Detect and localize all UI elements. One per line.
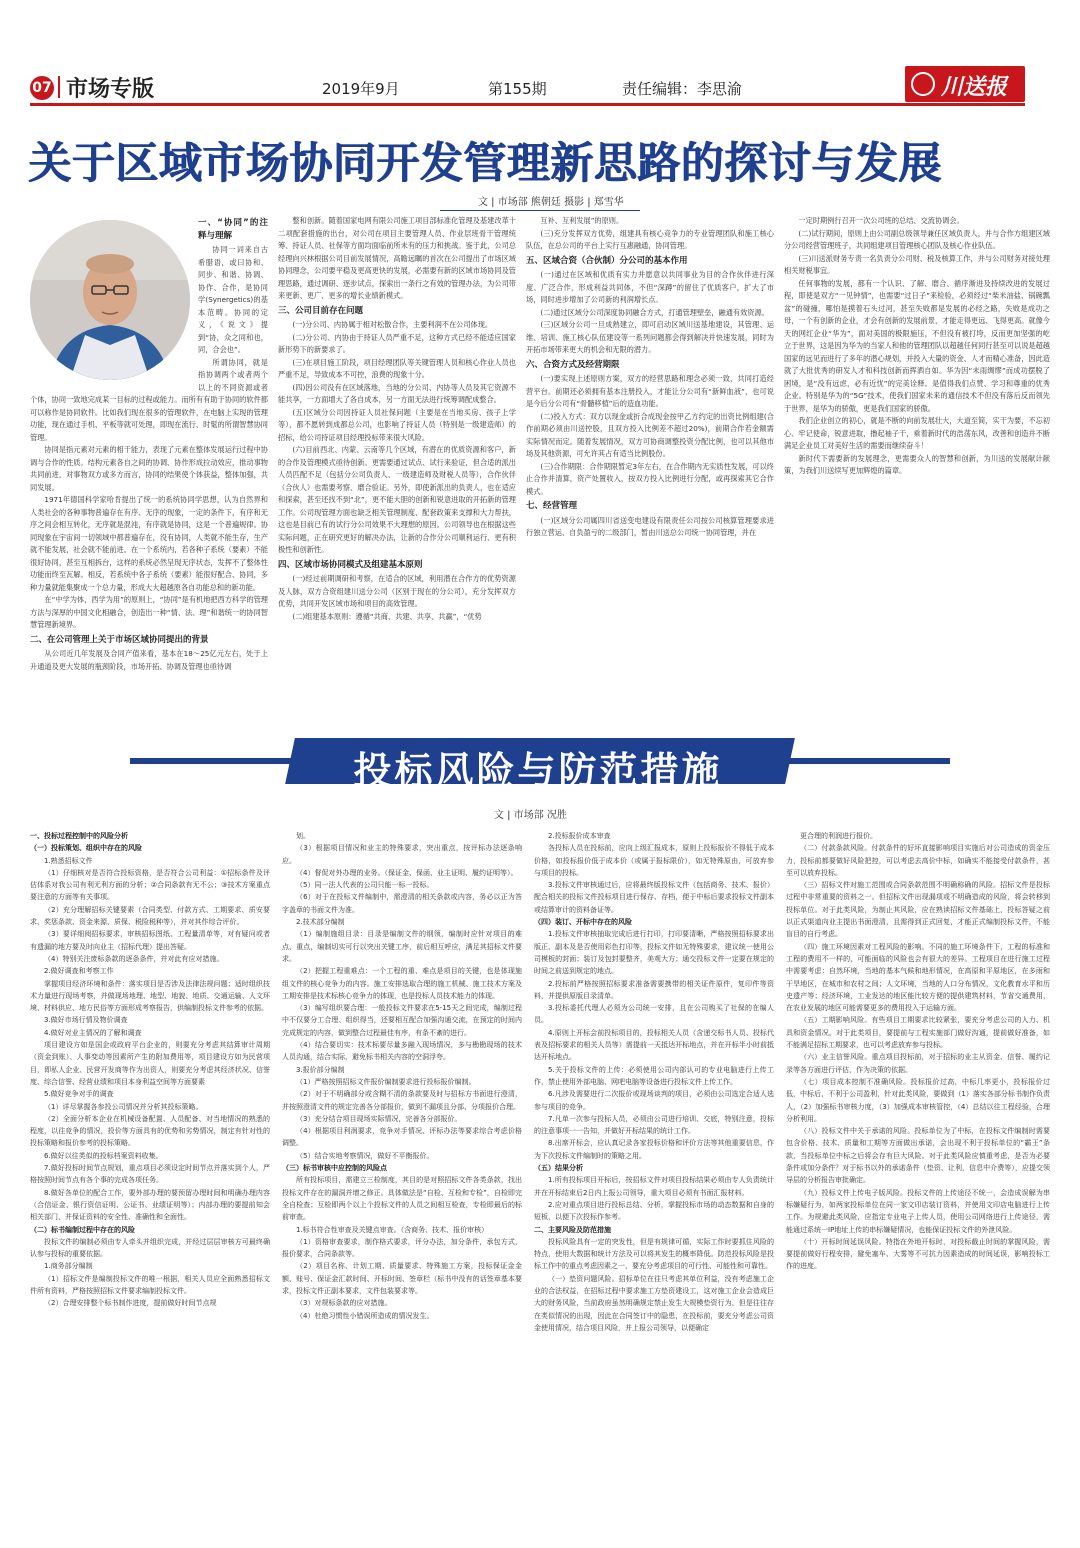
- paragraph: 2.投标报价成本审查: [548, 832, 611, 840]
- section-heading: 一、投标过程控制中的风险分析: [30, 832, 128, 840]
- paragraph: (三)区域分公司一旦成熟建立，即可启动区域川送基地建设，其管理、运维、培训、施工核心队伍建设等一系列问题都会得到解决并快速发展，同时为开拓市场带来更大的机会和无限的潜力。: [526, 320, 774, 354]
- article2-byline: 文 | 市场部 况胜: [494, 810, 567, 821]
- paragraph: (二)试行期间，原则上由公司副总级领导兼任区域负责人，并与合作方组建区域分公司经营管理班子，共同组建项目管理核心团队及核心作业队伍。: [784, 228, 1050, 250]
- section-heading: 二、在公司管理上关于市场区域协同提出的背景: [30, 634, 209, 645]
- paragraph: （4）杜绝习惯性小错误所造成的情况发生。: [296, 1311, 434, 1320]
- paragraph: （4）特别关注废标条款的逐条条件，并对此有应对措施。: [44, 954, 224, 963]
- paragraph: （6）对于在投标文件编制中，需澄清的相关条款或内容，务必以正为答字盖章的书面文件为准。: [282, 893, 522, 914]
- paragraph: 在“中学为体，西学为用”的原则上，“协同”是有机地把西方科学的管理方法与深厚的中国文化相融合，创造出一种“情、法、理”和谐统一的协同智慧管理新境界。: [30, 595, 268, 629]
- paragraph: 3.报价部分编制: [296, 1065, 345, 1074]
- section-heading: 四、区域市场协同模式及组建基本原则: [278, 559, 423, 570]
- paragraph: 7.凡单一次参与投标人员，必须由公司进行培训、交底，特别注意，投标的注意事项一一告知，并做好开标结果的统计工作。: [534, 1114, 774, 1136]
- article1-byline: 文 | 市场部 熊朝廷 摄影 | 郑雪华: [478, 197, 624, 208]
- paragraph: 一定时期例行召开一次公司班的总结、交流协调会。: [798, 216, 964, 225]
- article1-headline: 关于区域市场协同开发管理新思路的探讨与发展: [28, 139, 942, 189]
- paragraph: 1.商务部分编制: [44, 1262, 93, 1271]
- paragraph: 3.投标委托代理人必须为公司统一安排，且在公司购买了社保的在编人员。: [534, 1004, 774, 1025]
- article2-headline: 投标风险与防范措施: [353, 749, 723, 793]
- section-heading: （五）结果分析: [534, 1164, 583, 1173]
- issue-number-badge: 07: [30, 76, 54, 100]
- paragraph: 从公司近几年发展及合同产值来看，基本在18～25亿元左右，处于上升通道及更大发展的瓶颈阶段，市场开拓、协调及管理也亟待调: [30, 649, 268, 671]
- paragraph: 投标文件的编制必须由专人牵头并组织完成，并经过层层审核方可最终确认参与投标的重要依据。: [30, 1237, 270, 1259]
- paragraph: 2.做好调查和考察工作: [44, 967, 114, 976]
- paragraph: （1）详尽掌握各参投公司情况并分析其投标策略。: [44, 1102, 203, 1111]
- paragraph: 7.做好投标时间节点规划，重点项目必须设定时间节点并落实到个人，严格按照时间节点有各个事的完成各项任务。: [30, 1164, 270, 1185]
- paragraph: （2）把握工程重难点：一个工程的重、难点是项目的关键，也是体现施组文件的核心竞争力的内容。施工安排选取合理的施工机械、施工技术方案及工期安排是技术标核心竞争力的体现，也是投标人员技术能力的体现。: [282, 967, 522, 1000]
- paragraph: 协同一词来自古希腊语，或曰协和、同步、和谐、协调、协作、合作，是协同学(Synergetics)的基本范畴。协同的定义，《说文》提到“协，众之同和也，同，合会也”。: [198, 245, 268, 354]
- paragraph: (五)区域分公司因持证人员社保问题（主要是在当地买房、孩子上学等），都不愿转到成都总公司，也影响了持证人员（特别是一级建造师）的招标，给公司持证项目经理投标带来很大风险。: [278, 407, 516, 442]
- paragraph: 所谓协同，就是指协调两个或者两个以上的不同资源或者个体，协同一致地完成某一目标的过程或能力。而所有有助于协同的软件都可以称作是协同软件。比如我们现在很多的管理软件，在电脑上实现的管理功能，现在通过手机、平板等就可处理，即现在流行、时髦的所谓智慧协同管理。: [30, 357, 268, 442]
- paragraph: （5）同一法人代表的公司只能一标一投标。: [296, 881, 434, 890]
- editor-credit: 责任编辑：李思渝: [622, 80, 743, 98]
- paragraph: （一）垫资问题风险。招标单位在往只考虑其单位利益，没有考虑施工企业的合法权益，在招标过程中要求施工方垫资建设工，这对施工企业会造成巨大的财务风险，当前政府虽然明确规定禁止发生大规模垫资行为，但是往往存在类似情况的出现，因此在合同签订中的隐患，在投标前，要充分考虑公司资金使用情况，结合项目风险，并上报公司领导，以便确定: [534, 1274, 774, 1332]
- issue-number: 第155期: [488, 80, 547, 98]
- paragraph: （五）工期影响风险。有些项目工期要求比较紧张，要充分考虑公司的人力、机具和资金情况。对于此类项目，要提前与工程实施部门做好沟通，提前做好准备，如不能满足招标工期要求，也可以考虑放弃参与投标。: [786, 1016, 1050, 1050]
- section-divider: [58, 76, 60, 98]
- paragraph: (一)分公司、内协属于相对松散合作，主要利润不在公司体现。: [292, 320, 493, 329]
- paragraph: 8.做好各单位的配合工作，要外部办理的要预留办理时间和明确办理内容（合信证金、银行资信证明、公证书、业绩证明等）；内部办理的要提前知会相关部门，并保证资料的安全性、准确性和全面性。: [30, 1188, 270, 1222]
- paragraph: （七）项目成本控制不准确风险。投标报价过高，中标几率更小，投标报价过低，中标后，不利于公司盈利，针对此类风险，要做到（1）落实各部分标书制作负责人，（2）加强标书审核力度，（3）加强成本审核管控，（4）总结以往工程经验，合理分析利用。: [786, 1077, 1050, 1123]
- section-heading: 一、“协同”的注释与理解: [198, 218, 268, 241]
- paragraph: （十）开标时间延误风险。特指在外地开标时，对投标截止时间的掌握风险，需要提前做好行程安排，避免塞车、大雾等不可抗力因素造成的时间延误，影响投标工作的进度。: [786, 1237, 1050, 1271]
- paragraph: (二)分公司、内协由于持证人员严重不足，这种方式已经不能适应国家新形势下的新要求了。: [278, 332, 516, 354]
- paragraph: 6.做好以往类似的投标档案资料收集。: [44, 1151, 163, 1160]
- paragraph: (三)在项目施工阶段，项目经理团队等关键管理人员和核心作业人员也严重不足，导致成本不可控，浪费的现象十分。: [278, 357, 516, 379]
- article1-column-2: [278, 215, 516, 695]
- article2-column-1: [30, 830, 270, 1530]
- paragraph: （2）对于不明确部分或含糊不清的条款要及时与招标方书面进行澄清，并按照澄清文件的规定完善各分部报价，做到不漏项且分部、分项报价合理。: [282, 1090, 522, 1111]
- paragraph: 互补、互利发展”的原则。: [540, 216, 624, 225]
- paragraph: 协同是指元素对元素的相干能力，表现了元素在整体发展运行过程中协调与合作的性质。结构元素各自之间的协调、协作形成拉动效应，推动事物共同前进，对事物双方或多方而言，协同的结果使个体获益，整体加强，共同发展。: [30, 445, 268, 492]
- paragraph: （3）要详细阅招标要求，审核招标图纸、工程量清单等，对有疑问或者有遗漏的地方要及时向业主（招标代理）提出答疑。: [30, 930, 270, 951]
- section-heading: （二）标书编制过程中存在的风险: [30, 1225, 135, 1234]
- paragraph: 5.做好竞争对手的调查: [44, 1090, 114, 1099]
- paragraph: （5）结合实地考察情况，做好不平衡报价。: [296, 1151, 434, 1160]
- paragraph: （4）结合要切实：技术标要尽量多融入现场情况，多与勘勘现场的技术人员沟通，结合实际，避免标书相关内容的空洞浮夸。: [282, 1041, 522, 1062]
- paragraph: 4.做好对业主情况的了解和调查: [44, 1028, 142, 1037]
- paragraph: (四)因公司没有在区域落地，当地的分公司、内协等人员及其它资源不能共享，一方面增大了各自成本，另一方面无法进行统筹调配成整合。: [278, 382, 516, 404]
- article1-column-4: [784, 215, 1050, 695]
- paragraph: 5.关于投标文件的上传：必须使用公司内部认可的专业电脑进行上传工作，禁止使用外部电脑、网吧电脑等设备进行投标文件上传工作。: [534, 1065, 774, 1086]
- paragraph: （二）付款条款风险。付款条件的好坏直接影响项目实施后对公司造成的资金压力，投标前都要做好风险把控，可以考虑去高价中标，如确实不能接受付款条件，甚至可以放弃投标。: [786, 844, 1050, 877]
- article2-column-3: [534, 830, 774, 1530]
- paragraph: （九）投标文件上传电子版风险。投标文件的上传途径不统一，会造成误解为串标嫌疑行为，如两家投标单位在同一家文印店装订资料，并使用文印店电脑进行上传工作。为规避此类风险，应指定专业电子上传人员，使用公司网络进行上传途径，需能通过系统一IP地址上传的串标嫌疑情况，也能保证投标文件的外泄风险。: [786, 1188, 1050, 1234]
- paragraph: （2）项目名称、计划工期、质量要求、特殊施工方案，投标保证金金额、账号、保证金汇款时间、开标时间、签章栏（标书中没有的话签章基本要求，投标文件正副本要求，文件包装要求等。: [282, 1262, 522, 1295]
- paragraph: 1971年德国科学家哈肯提出了统一的系统协同学思想，认为自然界和人类社会的各种事物普遍存在有序、无序的现象，一定的条件下，有序和无序之间会相互转化，无序就是混沌，有序就是协同，这是一个普遍规律。协同现象在宇宙间一切领域中都普遍存在，没有协同，人类就不能生存，生产就不能发展，社会就不能前进。在一个系统内，若各种子系统（要素）不能很好协同，甚至互相拆台，这样的系统必然呈现无序状态，发挥不了整体性功能而终至瓦解。相反，若系统中各子系统（要素）能很好配合、协同，多种力量就能集聚成一个总力量，形成大大超越原各自功能总和的新功能。: [30, 495, 268, 592]
- paragraph: 我们企业创立的初心，就是不断的向前发展壮大，大道至简，实干为要，不忘初心、牢记使命，锐意进取，撸起袖子干，乘着新时代的浩荡东风，改善和创造并不断满足企业员工对美好生活的需要而继续奋斗！: [784, 416, 1050, 450]
- paragraph: 掌握项目经济环境和条件：落实项目是否涉及法律法规问题；适时组织技术力量进行现场考察，并做现场地理、地型、地貌、地质、交通运输、人文环境、材料供应、地方民俗等方面形成考察报告，供编制投标文件参考的依据。: [30, 979, 270, 1013]
- paragraph: 3.投标文件审核通过后，应将最终版投标文件（包括商务、技术、报价）配合相关的投标文件投标项目进行保存、存档，便于中标后要求投标文件副本或结算审计的资料备证等。: [534, 881, 774, 914]
- paragraph: （2）合理安排整个标书制作进度，提前做好时间节点规: [44, 1299, 217, 1308]
- masthead-rule: [30, 103, 1025, 106]
- section-heading: 三、公司目前存在问题: [278, 305, 364, 316]
- article2-column-4: [786, 830, 1050, 1530]
- paragraph: （六）业主信誉风险。重点项目投标前，对于招标的业主从资金、信誉、履约记录等各方面进行评估，作为决策的依据。: [786, 1053, 1050, 1074]
- section-heading: 五、区域合资（合伙制）分公司的基本作用: [526, 255, 688, 266]
- paragraph: (六)目前西北、内蒙、云南等几个区域，有潜在的优质资源和客户，新的合作及管理模式亟待创新。更需要通过试点、试行来验证，但合适的派出人员匹配不足（包括分公司负责人、一级建造师及财税人员等），合作伙伴（合伙人）也需要考察、磨合验证。另外，即使新派出的负责人，也在适应和探索，甚至还找不到“北”，更不能大胆的创新和锐意进取的开拓新的管理工作。公司现管理方面也缺乏相关管理制度、配套政策来支撑和大力帮扶，这也是目前已有的试行分公司效果不大理想的原因。公司领导也在根据这些实际问题，正在研究更好的解决办法，让新的合作分公司顺利运行、更有积极性和创新性。: [278, 445, 516, 554]
- paragraph: (三)充分发挥双方优势，组建具有核心竞争力的专业管理团队和施工核心队伍，在总公司的平台上实行互惠融通，协同管理。: [526, 228, 774, 250]
- paragraph: (一)区域分公司属四川省送变电建设有限责任公司按公司核算管理要求进行独立营运、自负盈亏的二级部门，暂由川送总公司统一协同管理，并在: [526, 515, 774, 537]
- section-heading: 七、经营管理: [526, 501, 578, 511]
- section-heading: （一）投标策划、组织中存在的风险: [30, 844, 142, 853]
- paragraph: 1.所有投标项目开标后，按招标文件对项目投标结果必须由专人负责统计并在开标结束后2日内上报公司领导，重大项目必须有书面汇报材料。: [534, 1176, 774, 1197]
- paragraph: 更合理的利润进行报价。: [800, 832, 877, 840]
- paragraph: 6.凡涉及需要进行二次报价或现场谈判的项目，必须由公司选定合适人选参与项目的竞争。: [534, 1090, 774, 1111]
- paragraph: (一)要实现上述原则方案，双方的经营思路和理念必须一致，共同打造经营平台。前期还必须拥有基本注册投入，才能让分公司有“新鲜血液”，也可说是今后分公司有“骨髓移植”后的造血功能。: [526, 374, 774, 408]
- paragraph: (一)经过前期调研和考察，在适合的区域，利用潜在合作方的优势资源及人脉，双方合资组建川送分公司（区别于现在的分公司），充分发挥双方优势，共同开发区域市场和项目的高效管理。: [278, 574, 516, 608]
- paragraph: 2.应对重点项目进行投标总结、分析，掌握投标市场的动态数据和自身的短板，以便下次投标作参考。: [534, 1200, 774, 1222]
- paragraph: （4）督促对外办理的业务。（保证金、保函、业主证明、履约证明等）。: [296, 868, 518, 877]
- paragraph: （2）充分理解招标关键要素（合同类型、付款方式、工期要求、质安要求、奖惩条款、资金来源、质保、税险税种等），并对其作综合评价。: [30, 905, 270, 927]
- paragraph: 2.投标前严格按照招标要求准备需要携带的相关证件原件，复印件等资料，并提供原版目录清单。: [534, 979, 774, 1000]
- paragraph: （3）编写组织要合理：一般投标文件要求在5-15天之间完成，编制过程中不仅要分工合理、组织得当，还要相互配合加强沟通交流，在预定的时间内完成规定的内容，做到整合过程最佳有序，有条不紊的进行。: [282, 1004, 522, 1037]
- paragraph: （1）仔细核对是否符合投标资格，是否符合公司利益：①招标条件及评估体系对我公司有利无利方面的分析；②合同条款有无不公；③技术方案重点要注意的方面等有关事项。: [30, 868, 270, 902]
- logo-text: 川送报: [941, 74, 1008, 100]
- paragraph: (三)合作期限：合作期限暂定3年左右，在合作期内无实质性发展，可以终止合作并清算，资产处置收入，按双方投入比例进行分配，或再探索其它合作模式。: [526, 461, 774, 496]
- newspaper-logo: [905, 66, 1025, 102]
- section-heading: 二、主要风险及防范措施: [534, 1225, 611, 1234]
- paragraph: （四）施工环境因素对工程风险的影响。不同的施工环境条件下，工程的标准和工程的费用不一样的，可能面临的风险也会有很大的差异。工程项目在进行施工过程中需要考虑：自然环境，当地的基本气候和地形情况，在高原和平原地区，在多雨和干旱地区，在城市和农村之间；人文环境，当地的人口分布情况，文化教育水平和历史遗产等；经济环境，工业发达的地区能比较方便的提供建筑材料，节省交通费用，在农业发展的地区可能需要更多的费用投入于运输方面。: [786, 942, 1050, 1013]
- section-heading: 六、合资方式及经营期限: [526, 359, 620, 370]
- paragraph: 各投标人员在投标前，应向上级汇报成本，原则上投标报价不得低于成本价格，如投标报价低于成本价（或属于报标限价），如无特殊原由，可放弃参与项目的投标。: [534, 844, 774, 877]
- paragraph: 划。: [296, 832, 310, 840]
- paragraph: 新时代下需要新的发展理念，更需要众人的智慧和创新，为川送的发展献计献策，为我们川送续写更加辉煌的篇章。: [784, 453, 1050, 475]
- paragraph: 整和创新。随着国家电网有限公司施工项目部标准化管理及基建改革十二项配套措施的出台，对公司在项目主要管理人员、作业层班骨干管理统筹、持证人员、社保等方面均面临前所未有的压力和挑战。鉴于此，公司总经理向兴林根据公司目前发展情况，高瞻远瞩的首次在公司提出了市场区域协同理念，公司要平稳及更高更快的发展，必需要有新的区域市场协同及管理思路，通过调研、逐步试点，探索出一条行之有效的管理办法，为公司带来更新、更广、更多的增长业绩新模式。: [278, 216, 516, 300]
- paragraph: (一)通过在区域和优质有实力并愿意以共同事业为目的合作伙伴进行深度、广泛合作，形成利益共同体，不但“深蹲”的留住了优质客户，扩大了市场，同时进步增加了公司新的利润增长点。: [526, 270, 774, 304]
- paragraph: 4.原则上开标会前投标项目的，投标相关人员（含递交标书人员、投标代表及招标要求的相关人员等）需提前一天抵达开标地点，并在开标半小时前抵达开标地点。: [534, 1028, 774, 1062]
- paragraph: 1.标书符合性审查及关键点审查。（含商务、技术、报价审核）: [296, 1225, 489, 1234]
- paragraph: （2）全面分析本企业在机械设备配置、人员配备、对当地情况的熟悉的程度，以往竞争的情况，投价等方面具有的优势和劣势情况，制定有针对性的投标策略和报价参考的投标策略。: [30, 1114, 270, 1148]
- paragraph: 所有投标项目，需建立三检制度，其目的是对照招标文件各类条款，找出投标文件存在的漏洞并增之修正。具体做法是“自检、互检和专检”，自检即完全自检查；互检即两个以上个投标文件的人员之间相互检查，专检即最后的标前审查。: [282, 1176, 522, 1222]
- paragraph: （三）招标文件对施工范围或合同条款范围不明确称确的风险。招标文件是投标过程中非常重要的资料之一。但招标文件出现漏项或不明确造成的风险，将会转移到投标单位。对于此类风险，为制止其风险，应在熟读招标文件基础上，投标答疑之前以正式渠道向业主提出书面澄清，且需得到正式回复，才能正式编制投标文件，不能盲目的自行考虑。: [786, 881, 1050, 939]
- article2-column-2: [282, 830, 522, 1530]
- paragraph: 项目建设方如是国企或政府平台企业的，则要充分考虑其结算审计周期（资金到账）、人事变动等因素所产生的附加费用等，项目建设方如为民营项目，即私人企业、民营开发商等作为出资人，则要充分考虑其经济状况、信誉度、综合信誉、经营业绩和项目本身利益空间等方面要素: [30, 1041, 270, 1086]
- byline-rule: [440, 210, 640, 211]
- section-heading: （三）标书审核中应控制的风险点: [282, 1164, 387, 1173]
- paragraph: 8.出席开标会，应认真记录各家投标价格和评价方法等其他重要信息，作为下次投标文件编制时的策略之用。: [534, 1139, 774, 1160]
- paragraph: (二)通过区域分公司深度协同融合方式，打通管理壁垒，融通有效资源。: [540, 307, 769, 317]
- article1-column-1: [30, 215, 268, 695]
- paragraph: （4）根据项目利润要求，竞争对手情况、评标办法等要求综合考虑价格调整。: [282, 1127, 522, 1148]
- paragraph: 2.技术部分编制: [296, 918, 345, 927]
- paragraph: （3）对规标条款的应对措施。: [296, 1299, 392, 1308]
- paragraph: （1）严格按照招标文件报价编制要求进行投标报价编制。: [296, 1077, 476, 1086]
- article1-column-3: [526, 215, 774, 695]
- paragraph: (二)组建基本原则：遵循“共商、共建、共享、共赢”，“优势: [292, 611, 482, 621]
- paragraph: 任何事物的发展，都有一个认识、了解、磨合、循序渐进及持续改进的发展过程，即使是双方“一见钟情”，也需要“过日子”来检验，必须经过“柴米油盐、锅碗瓢盆”的碰撞，哪怕是摸着石头过河，甚至失败都是发展的必经之路，失败是成功之母，一个有创新的企业，才会有创新的发展前景，才能走得更远、飞得更高。就像今天的网红企业“华为”，面对美国的极限施压，不但没有被打垮，反而更加坚强的屹立于世界，这是因为华为的当家人和他的管理团队以超越任何同行甚至可以说是超越国家的远见而进行了多年的潜心规划，并投入大量的资金、人才而精心准备，因此造就了大批优秀的研发人才和科技创新而挥洒自如。华为因“未雨绸缪”而成功摆脱了困境，是“没有远虑，必有近忧”的完美诠释。是值得我们点赞、学习和尊重的优秀企业。特别是华为的“5G”技术，使我们国家未来的通信技术不但没有落后反而领先于世界，是华为的骄傲，更是我们国家的骄傲。: [784, 278, 1050, 413]
- paragraph: 3.做好市场行情及物价调查: [44, 1016, 128, 1025]
- paragraph: (二)投入方式：双方以现金或折合成现金按甲乙方约定的出资比例组建(合作前期必须由川送控股，且双方投入比例差不超过20%)，前期合作若金额需实际情况而定。随着发展情况，双方可协商调整投资分配比例，也可以其他市场及其他资源，可允许其占有适当比例股份。: [526, 411, 774, 458]
- paragraph: （3）充分结合项目现场实际情况，完善各分部报价。: [296, 1114, 462, 1123]
- section-title: 市场专版: [66, 77, 155, 102]
- paragraph: (三)川送派财务专责一名负责分公司财、税及核算工作，并与公司财务对接处理相关财税事宜。: [784, 253, 1050, 275]
- paragraph: （八）投标文件中关于承诺的风险。投标单位为了中标，在投标文件编制时需要包含价格、技术、质量和工期等方面做出承诺，会出现不利于投标单位的“霸王”条款，当投标单位中标之后将会存有巨大风险。对于此类风险应慎重考虑，是否为必要条件或加分条件？对于标书以外的承诺条件（垫资、让利，信息中介费等），应提交领导层的分析报告审批确定。: [786, 1127, 1050, 1185]
- paragraph: （1）资格审查要求，制作格式要求，评分办法，加分条件，承包方式，报价要求，合同条款等。: [282, 1237, 522, 1259]
- logo-mark-icon: [911, 72, 935, 96]
- photo-wrap-spacer: [30, 215, 198, 387]
- issue-date: 2019年9月: [322, 80, 400, 98]
- paragraph: （1）招标文件是编制投标文件的唯一根据，相关人员应全面熟悉招标文件所有资料，严格按照招标文件要求编制投标文件。: [30, 1274, 270, 1295]
- paragraph: 1.熟悉招标文件: [44, 856, 93, 865]
- section-heading: （四）装订、开标中存在的风险: [534, 918, 632, 927]
- paragraph: 1.投标文件审核抽取完成后进行打印，打印要清晰，严格按照招标要求出版正、副本及是否使用彩色打印等，投标文件如无特殊要求，建议统一使用公司模板的封面；装订及包封要整齐，美观大方；通交投标文件一定要在规定的时间之前送到规定的地点。: [534, 930, 774, 976]
- paragraph: （1）编制施组目录：目录是编制文件的纲领，编制时应针对项目的难点、重点，编制切实可行以突出关键工序，前后相互呼应，满足其招标文件要求。: [282, 930, 522, 963]
- paragraph: （3）根据项目情况和业主的特殊要求，突出重点，按评标办法逐条响应。: [282, 844, 522, 865]
- paragraph: 投标风险具有一定的突发性，但是有规律可循，实际工作时要抓住风险的特点，使用大数据和统计方法及可以将其发生的概率降低。防范投标风险是投标工作中的重点考虑因素之一，要充分考虑项目的可行性、可能性和可靠性。: [534, 1237, 774, 1271]
